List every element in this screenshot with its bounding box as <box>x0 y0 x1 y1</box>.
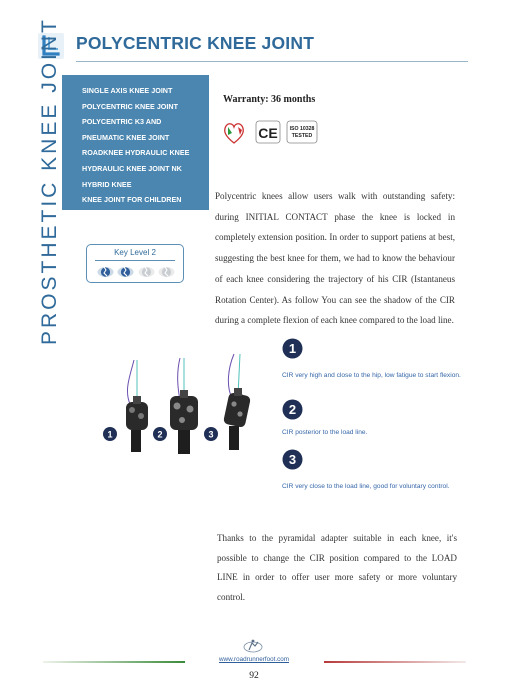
key-level-divider <box>95 260 175 261</box>
knee-model-3 <box>223 388 251 450</box>
knee-model-2 <box>170 390 198 454</box>
title-divider <box>76 61 468 62</box>
svg-text:ISO 10328: ISO 10328 <box>289 126 315 132</box>
svg-text:1: 1 <box>107 429 113 440</box>
knee-cir-figure <box>100 346 270 470</box>
product-menu <box>62 75 209 210</box>
menu-item-hybrid[interactable]: HYBRID KNEE <box>82 179 132 189</box>
page-number: 92 <box>249 670 259 681</box>
svg-text:2: 2 <box>288 401 297 417</box>
ce-mark-icon <box>256 121 280 143</box>
cir-explanations <box>282 338 482 494</box>
menu-item-roadknee-hydraulic[interactable]: ROADKNEE HYDRAULIC KNEE <box>82 148 190 158</box>
footer-rule-left <box>43 661 185 663</box>
menu-item-pneumatic[interactable]: PNEUMATIC KNEE JOINT <box>82 132 170 142</box>
key-level-icons <box>97 264 175 280</box>
svg-text:2: 2 <box>157 429 163 440</box>
svg-text:3: 3 <box>288 452 297 467</box>
svg-text:CE: CE <box>258 125 278 141</box>
walking-level-icon-3 <box>138 264 155 278</box>
svg-text:3: 3 <box>208 429 214 440</box>
intro-paragraph: Polycentric knees allow users walk with outstanding safety: during INITIAL CONTACT phase the knee is locked in completely extension position. In order to support patiens at best, suggesting the best knee for them, we had to know the behaviour of each knee considering the trajectory of his CIR (Istantaneus Rotation Center). As follow You can see the shadow of the CIR during a complete flexion of each knee compared to the load line. <box>215 191 455 326</box>
side-title: PROSTHETIC KNEE JOINT <box>38 17 61 345</box>
walking-level-icon-1 <box>97 264 114 278</box>
walking-level-icon-2 <box>117 264 134 278</box>
warranty-text: Warranty: 36 months <box>223 94 316 105</box>
key-level-box <box>86 244 184 283</box>
menu-item-hydraulic-nk[interactable]: HYDRAULIC KNEE JOINT NK <box>82 163 182 173</box>
cir-number-3-badge <box>282 449 303 470</box>
figure-label-3 <box>204 427 218 441</box>
cir-text-2: CIR posterior to the load line. <box>282 428 368 436</box>
svg-text:1: 1 <box>288 341 297 356</box>
svg-text:TESTED: TESTED <box>291 133 313 139</box>
menu-item-single-axis[interactable]: SINGLE AXIS KNEE JOINT <box>82 86 173 95</box>
cir-number-1-badge <box>282 338 303 359</box>
certifications <box>223 118 323 146</box>
menu-item-children[interactable]: KNEE JOINT FOR CHILDREN <box>82 195 182 205</box>
key-level-label: Key Level 2 <box>114 248 156 257</box>
menu-item-polycentric-k3[interactable]: POLYCENTRIC K3 AND <box>82 117 162 127</box>
menu-item-polycentric[interactable]: POLYCENTRIC KNEE JOINT <box>82 101 178 111</box>
cir-number-2-badge <box>282 399 303 420</box>
iso-badge-icon <box>287 121 317 143</box>
figure-label-1 <box>103 427 117 441</box>
website-link[interactable]: www.roadrunnerfoot.com <box>219 656 289 663</box>
cir-text-3: CIR very close to the load line, good for voluntary control. <box>282 483 450 490</box>
runner-logo-icon <box>243 638 263 654</box>
made-in-italy-heart-icon <box>225 124 244 143</box>
page-title: POLYCENTRIC KNEE JOINT <box>76 33 315 53</box>
knee-model-1 <box>126 396 148 452</box>
footer-rule-right <box>324 661 466 663</box>
outro-paragraph: Thanks to the pyramidal adapter suitable in each knee, it's possible to change the CIR position compared to the LOAD LINE in order to offer user more safety or more voluntary control. <box>217 533 457 602</box>
walking-level-icon-4 <box>158 264 175 278</box>
cir-text-1: CIR very high and close to the hip, low fatigue to start flexion. <box>282 372 461 379</box>
figure-label-2 <box>153 427 167 441</box>
